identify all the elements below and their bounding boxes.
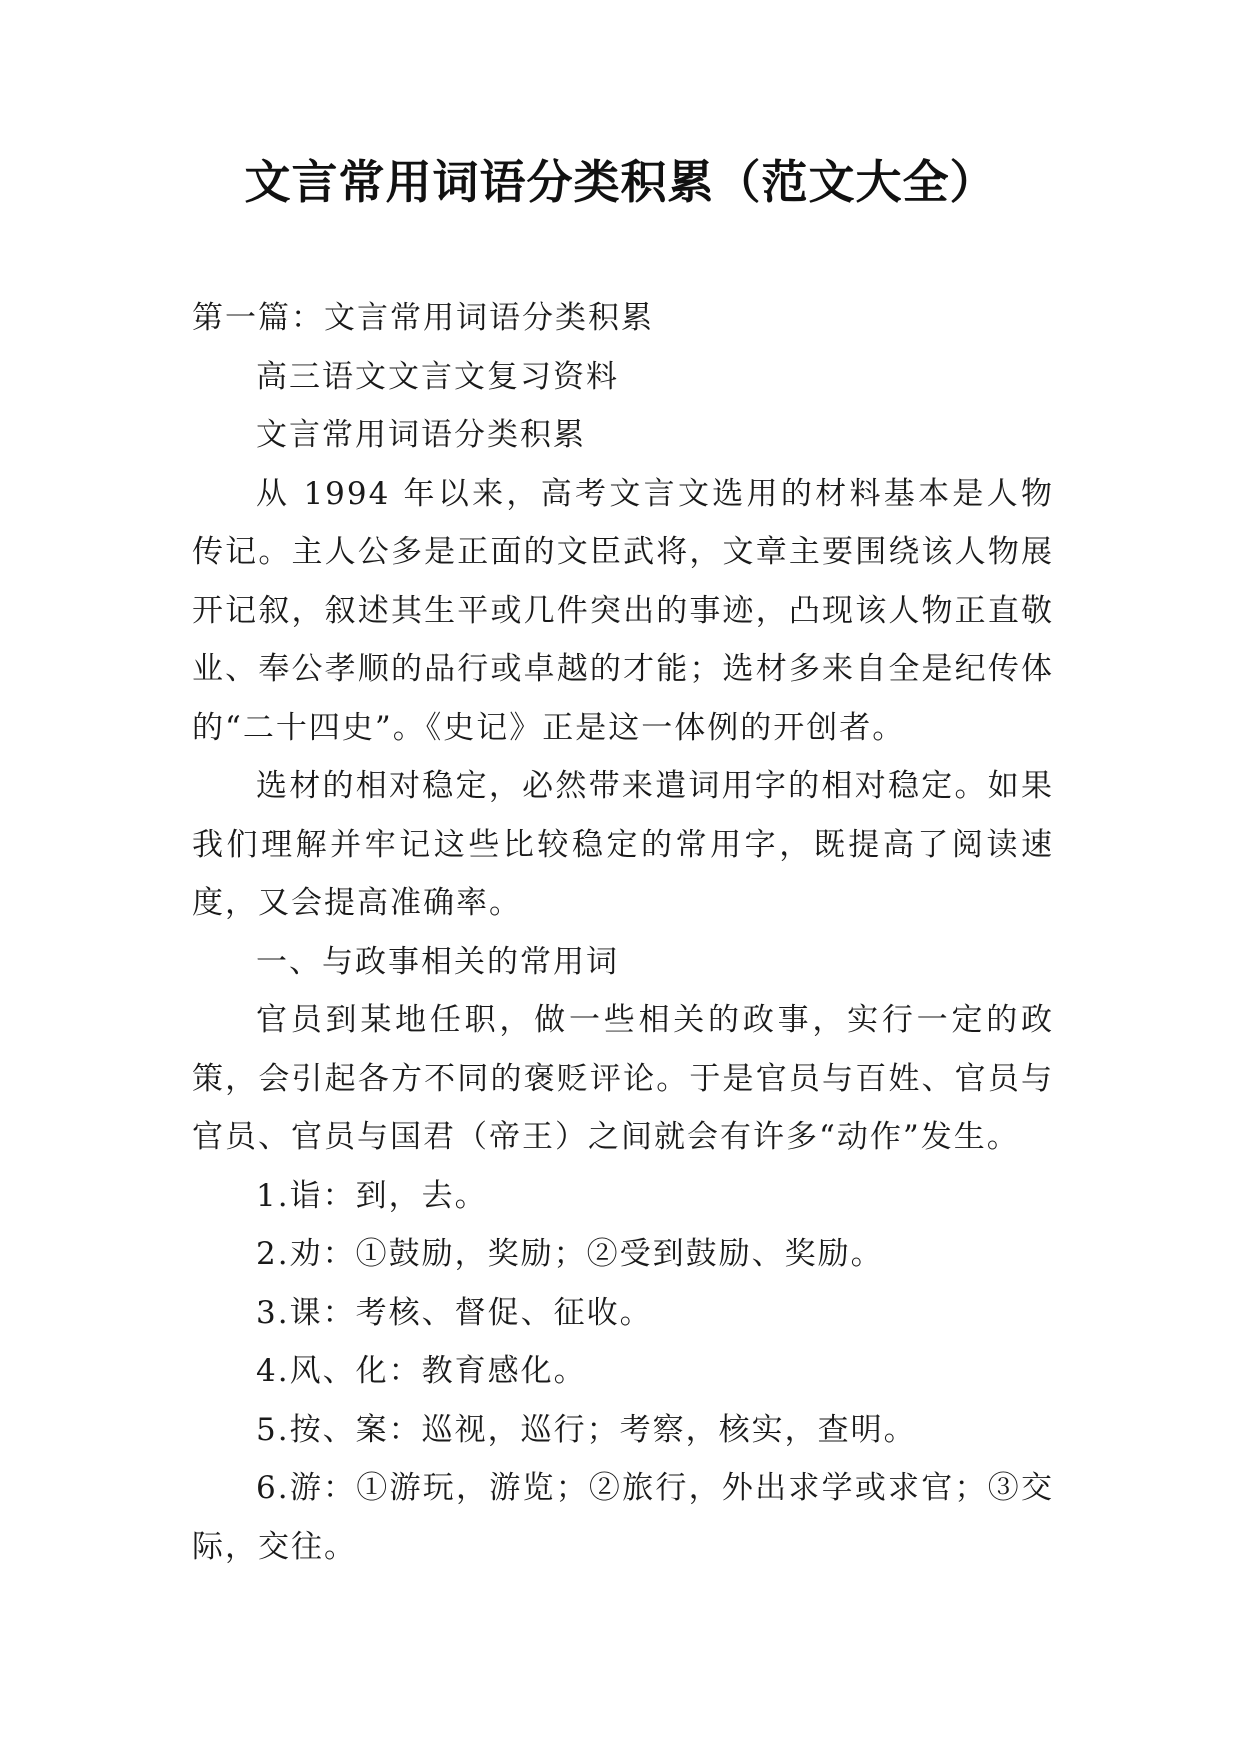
document-body — [192, 289, 1054, 1576]
list-item: 2.劝：①鼓励，奖励；②受到鼓励、奖励。 — [256, 1236, 884, 1272]
list-item: 5.按、案：巡视，巡行；考察，核实，查明。 — [256, 1411, 917, 1448]
paragraph: 从 1994 年以来，高考文言文选用的材料基本是人物传记。主人公多是正面的文臣武将，文章主要围绕该人物展开记叙，叙述其生平或几件突出的事迹，凸现该人物正直敬业、奉公孝顺的品行或卓越的才能；选材多来自全是纪传体的“二十四史”。《史记》正是这一体例的开创者。 — [192, 475, 1054, 746]
subtitle: 文言常用词语分类积累 — [256, 417, 586, 453]
document-title: 文言常用词语分类积累（范文大全） — [244, 155, 997, 209]
section-heading: 第一篇：文言常用词语分类积累 — [192, 300, 654, 336]
list-item: 4.风、化：教育感化。 — [256, 1353, 587, 1389]
paragraph: 官员到某地任职，做一些相关的政事，实行一定的政策，会引起各方不同的褒贬评论。于是官员与百姓、官员与官员、官员与国君（帝王）之间就会有许多“动作”发生。 — [192, 1002, 1054, 1155]
subtitle: 高三语文文言文复习资料 — [256, 358, 619, 395]
list-item: 6.游：①游玩，游览；②旅行，外出求学或求官；③交际，交往。 — [192, 1470, 1054, 1565]
paragraph: 选材的相对稳定，必然带来遣词用字的相对稳定。如果我们理解并牢记这些比较稳定的常用字，既提高了阅读速度，又会提高准确率。 — [192, 768, 1054, 921]
list-item: 1.诣：到，去。 — [256, 1177, 488, 1214]
list-item: 3.课：考核、督促、征收。 — [256, 1294, 653, 1331]
section-heading: 一、与政事相关的常用词 — [256, 943, 619, 980]
